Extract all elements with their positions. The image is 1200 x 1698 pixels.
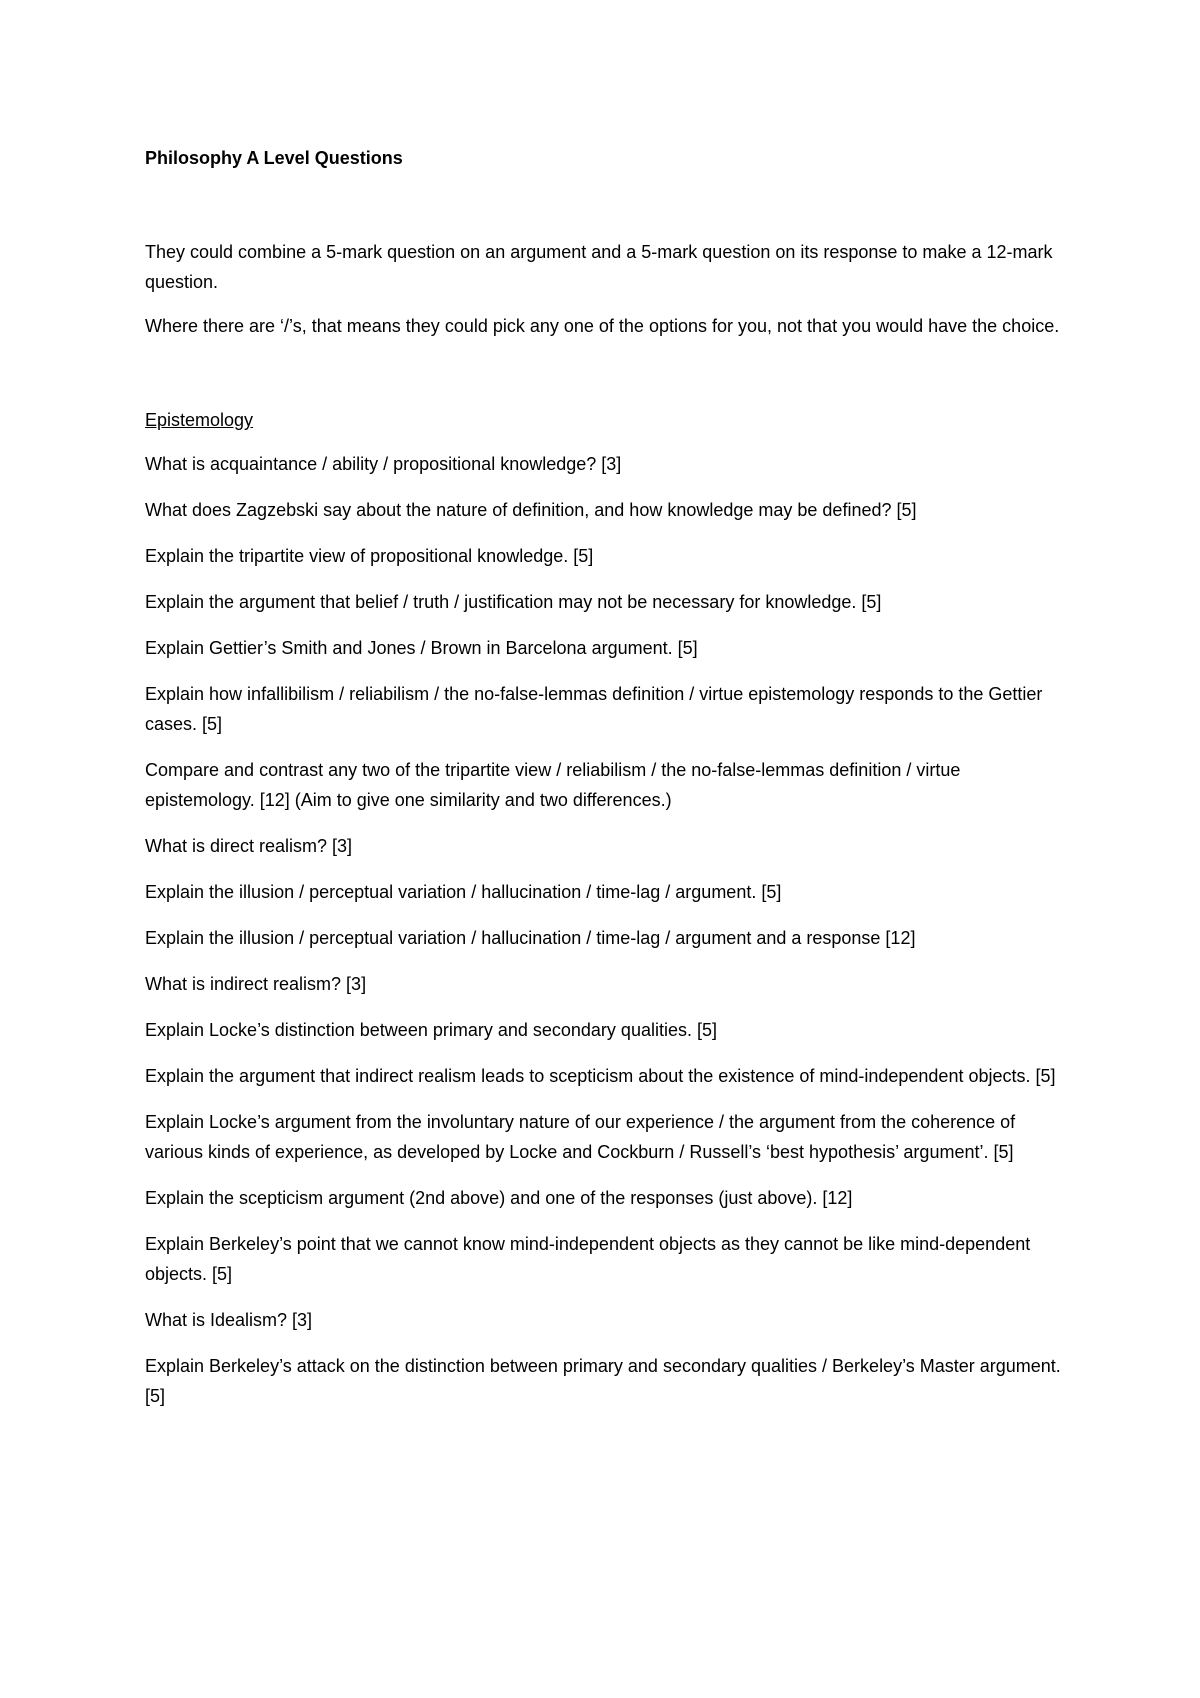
intro-paragraph: They could combine a 5-mark question on an argument and a 5-mark question on its response to make a 12-mark question. bbox=[145, 242, 1053, 292]
question-item: Explain the tripartite view of propositional knowledge. [5] bbox=[145, 546, 594, 566]
question-item: Explain Berkeley’s attack on the distinction between primary and secondary qualities / Berkeley’s Master argument. [5] bbox=[145, 1356, 1061, 1406]
question-item: Explain the scepticism argument (2nd above) and one of the responses (just above). [12] bbox=[145, 1188, 853, 1208]
question-item: What is acquaintance / ability / propositional knowledge? [3] bbox=[145, 454, 622, 474]
question-item: Explain the argument that belief / truth / justification may not be necessary for knowledge. [5] bbox=[145, 592, 882, 612]
document-title: Philosophy A Level Questions bbox=[145, 148, 403, 168]
question-item: What does Zagzebski say about the nature of definition, and how knowledge may be defined? [5] bbox=[145, 500, 917, 520]
document-body bbox=[145, 143, 1075, 1411]
question-item: What is direct realism? [3] bbox=[145, 836, 353, 856]
question-item: Explain Locke’s distinction between primary and secondary qualities. [5] bbox=[145, 1020, 717, 1040]
section-heading-epistemology: Epistemology bbox=[145, 410, 254, 430]
question-item: Explain the argument that indirect realism leads to scepticism about the existence of mind-independent objects. [5] bbox=[145, 1066, 1056, 1086]
question-item: What is Idealism? [3] bbox=[145, 1310, 313, 1330]
question-item: Compare and contrast any two of the tripartite view / reliabilism / the no-false-lemmas definition / virtue epistemology. [12] (Aim to give one similarity and two differences.) bbox=[145, 760, 961, 810]
question-item: Explain how infallibilism / reliabilism / the no-false-lemmas definition / virtue epistemology responds to the Gettier cases. [5] bbox=[145, 684, 1043, 734]
question-item: Explain Gettier’s Smith and Jones / Brown in Barcelona argument. [5] bbox=[145, 638, 698, 658]
question-item: Explain Locke’s argument from the involuntary nature of our experience / the argument from the coherence of various kinds of experience, as developed by Locke and Cockburn / Russell’s ‘best hypothesis’ argument’. [5] bbox=[145, 1112, 1016, 1162]
intro-paragraph: Where there are ‘/’s, that means they could pick any one of the options for you, not that you would have the choice. bbox=[145, 316, 1060, 336]
question-item: What is indirect realism? [3] bbox=[145, 974, 367, 994]
question-item: Explain the illusion / perceptual variation / hallucination / time-lag / argument and a response [12] bbox=[145, 928, 916, 948]
question-item: Explain the illusion / perceptual variation / hallucination / time-lag / argument. [5] bbox=[145, 882, 782, 902]
question-item: Explain Berkeley’s point that we cannot know mind-independent objects as they cannot be like mind-dependent objects. [5] bbox=[145, 1234, 1031, 1284]
